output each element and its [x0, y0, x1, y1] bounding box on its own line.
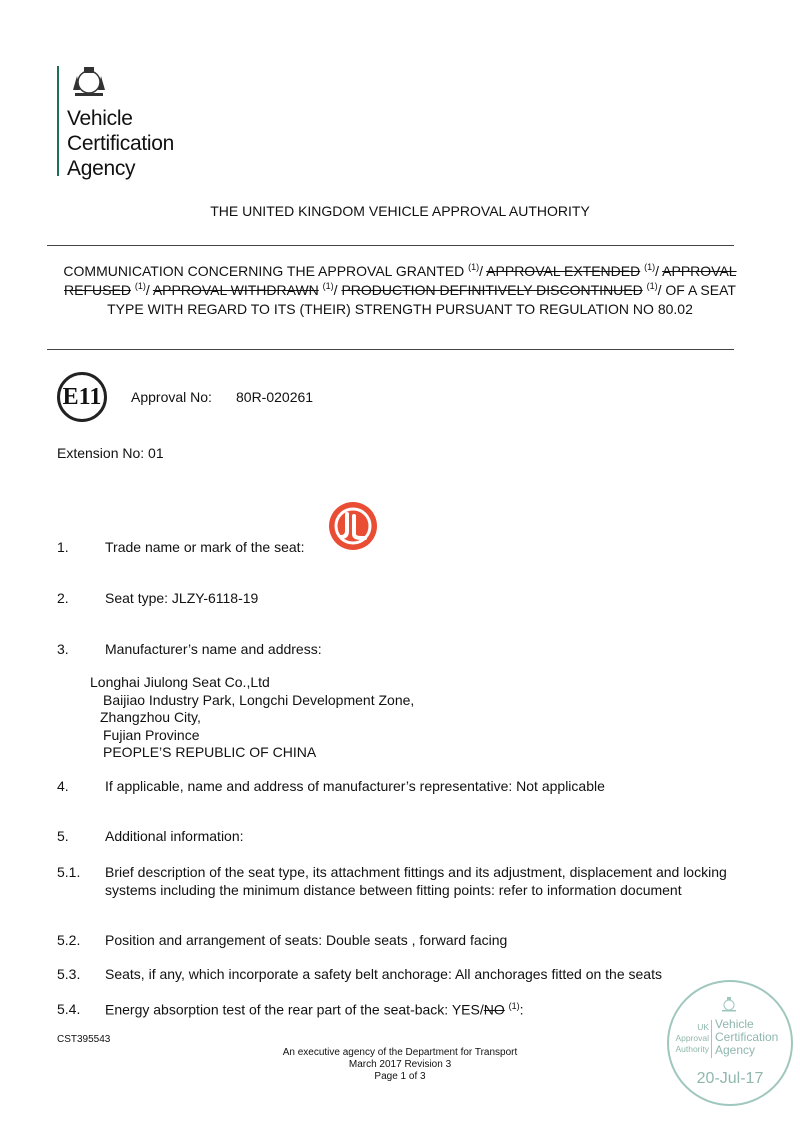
item-5-3-number: 5.3. — [57, 966, 81, 982]
stamp-right-line: Certification — [715, 1030, 779, 1044]
comm-strike-2: APPROVAL REFUSED — [64, 263, 737, 298]
item-5-2-text: Position and arrangement of seats: Double seats , forward facing — [105, 932, 508, 948]
footer-line: An executive agency of the Department for Transport — [282, 1047, 518, 1058]
approval-stamp — [667, 980, 793, 1106]
stamp-right-line: Agency — [715, 1043, 756, 1057]
comm-strike-3: APPROVAL WITHDRAWN — [152, 282, 319, 298]
comm-sup-2: (1) — [644, 262, 656, 272]
item-4-number: 4. — [57, 778, 69, 794]
item-5-4-sup: (1) — [508, 1001, 520, 1011]
item-5-4-text — [105, 1001, 524, 1018]
authority-heading: THE UNITED KINGDOM VEHICLE APPROVAL AUTHORITY — [210, 203, 590, 219]
item-2-number: 2. — [57, 590, 69, 606]
item-5-1-text: Brief description of the seat type, its attachment fittings and its adjustment, displacement and locking systems including the minimum distance between fitting points: refer to information document — [105, 864, 727, 898]
e11-mark: E11 — [57, 372, 107, 422]
item-5-2-number: 5.2. — [57, 932, 81, 948]
item-5-3-text: Seats, if any, which incorporate a safety belt anchorage: All anchorages fitted on the seats — [105, 966, 662, 982]
trade-mark-logo — [328, 501, 378, 551]
logo-line-3: Agency — [67, 157, 136, 180]
item-5-text: Additional information: — [105, 828, 244, 844]
royal-crest-icon — [67, 64, 111, 98]
stamp-right-line: Vehicle — [715, 1017, 754, 1031]
logo-bar — [57, 66, 59, 176]
item-1-number: 1. — [57, 539, 69, 555]
manufacturer-address — [90, 674, 414, 762]
comm-strike-1: APPROVAL EXTENDED — [486, 263, 641, 279]
approval-label: Approval No: — [131, 389, 212, 405]
item-1-text: Trade name or mark of the seat: — [105, 539, 305, 555]
item-5-4-number: 5.4. — [57, 1001, 81, 1017]
stamp-authority — [675, 1022, 709, 1055]
address-line: Zhangzhou City, — [100, 709, 201, 725]
stamp-agency — [715, 1018, 778, 1057]
comm-sup-3: (1) — [134, 281, 146, 291]
item-3-number: 3. — [57, 641, 69, 657]
stamp-date: 20-Jul-17 — [696, 1070, 764, 1087]
comm-strike-4: PRODUCTION DEFINITIVELY DISCONTINUED — [341, 282, 643, 298]
document-reference: CST395543 — [57, 1034, 111, 1045]
stamp-crest-icon — [719, 996, 739, 1012]
comm-sup-1: (1) — [468, 262, 480, 272]
comm-sup-5: (1) — [646, 281, 658, 291]
stamp-left-line: Authority — [675, 1044, 709, 1054]
item-4-text: If applicable, name and address of manufacturer’s representative: Not applicable — [105, 778, 605, 794]
address-line: PEOPLE’S REPUBLIC OF CHINA — [103, 744, 317, 760]
item-5-number: 5. — [57, 828, 69, 844]
comm-text-1: COMMUNICATION CONCERNING THE APPROVAL GRANTED — [63, 263, 469, 279]
logo-line-1: Vehicle — [67, 107, 133, 130]
logo-line-2: Certification — [67, 132, 174, 155]
extension-number: Extension No: 01 — [57, 445, 164, 461]
item-2-text: Seat type: JLZY-6118-19 — [105, 590, 259, 606]
address-line: Baijiao Industry Park, Longchi Development Zone, — [103, 691, 415, 708]
item-5-4-no: NO — [483, 1001, 505, 1018]
communication-heading: COMMUNICATION CONCERNING THE APPROVAL GRANTED $^{(1)}$/ APPROVAL EXTENDED $^{(1)}$/ APPROVAL REFUSED $^{(1)}$/ APPROVAL WITHDRAWN $^{(1)}$/ PRODUCTION DEFINITIVELY DISCONTINUED $^{(1)}$/ OF A SEAT TYPE WITH REGARD TO ITS (THEIR) STRENGTH PURSUANT TO REGULATION NO 80.02 — [63, 262, 737, 317]
comm-sup-4: (1) — [322, 281, 334, 291]
approval-number: 80R-020261 — [236, 389, 314, 405]
divider-top — [47, 245, 734, 246]
agency-logo — [67, 106, 174, 181]
item-5-4-label: Energy absorption test of the rear part of the seat-back: YES/ — [105, 1001, 484, 1018]
stamp-divider — [711, 1020, 712, 1058]
item-5-4-colon: : — [519, 1001, 524, 1018]
stamp-left-line: Approval — [675, 1033, 709, 1043]
comm-text-2: OF A SEAT TYPE WITH REGARD TO ITS (THEIR) STRENGTH PURSUANT TO REGULATION NO 80.02 — [107, 282, 736, 317]
address-line: Longhai Jiulong Seat Co.,Ltd — [90, 674, 270, 690]
footer-line: Page 1 of 3 — [374, 1071, 426, 1082]
address-line: Fujian Province — [103, 726, 200, 743]
item-3-text: Manufacturer’s name and address: — [105, 641, 322, 657]
divider-bottom — [47, 349, 734, 350]
footer-line: March 2017 Revision 3 — [348, 1059, 452, 1070]
stamp-left-line: UK — [697, 1022, 709, 1032]
item-5-1-number: 5.1. — [57, 864, 81, 880]
